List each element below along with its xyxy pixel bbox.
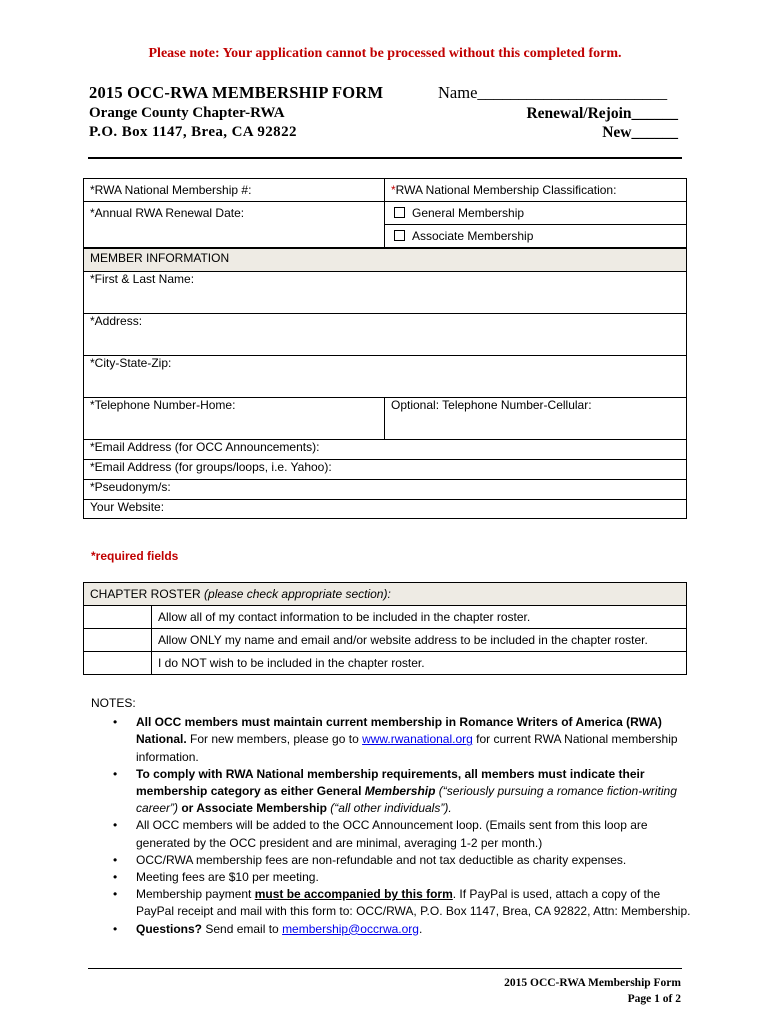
rwa-link[interactable]: www.rwanational.org (362, 732, 473, 747)
renewal-field[interactable]: Renewal/Rejoin______ (526, 105, 678, 122)
email-occ-input[interactable]: *Email Address (for OCC Announcements): (84, 440, 687, 460)
form-header (89, 83, 383, 141)
city-state-zip-input[interactable]: *City-State-Zip: (84, 356, 687, 398)
page-footer (504, 975, 681, 1007)
roster-check-limited[interactable] (84, 629, 152, 652)
general-checkbox[interactable] (394, 207, 405, 218)
roster-option-limited[interactable]: Allow ONLY my name and email and/or website address to be included in the chapter roster. (152, 629, 687, 652)
notes-section (91, 695, 691, 938)
roster-check-none[interactable] (84, 652, 152, 675)
footer-divider (88, 968, 682, 969)
note-item: • All OCC members must maintain current membership in Romance Writers of America (RWA) National. For new members, please go to www.rwanational.org for current RWA National membership information. (91, 714, 691, 766)
notes-list (91, 714, 691, 938)
renewal-date-field[interactable]: *Annual RWA Renewal Date: (84, 202, 385, 248)
chapter-name: Orange County Chapter-RWA (89, 105, 285, 121)
note-item: • Questions? Send email to membership@occrwa.org. (91, 921, 691, 938)
roster-option-none[interactable]: I do NOT wish to be included in the chapter roster. (152, 652, 687, 675)
note-item: • OCC/RWA membership fees are non-refundable and not tax deductible as charity expenses. (91, 852, 691, 869)
email-groups-input[interactable]: *Email Address (for groups/loops, i.e. Yahoo): (84, 460, 687, 480)
cell-phone-input[interactable]: Optional: Telephone Number-Cellular: (385, 398, 687, 440)
address-input[interactable]: *Address: (84, 314, 687, 356)
member-info-heading: MEMBER INFORMATION (84, 249, 687, 272)
member-information-table (83, 248, 687, 519)
website-input[interactable]: Your Website: (84, 500, 687, 519)
notes-heading: NOTES: (91, 696, 136, 710)
note-item: • To comply with RWA National membership requirements, all members must indicate their membership category as either General Membership (“seriously pursuing a romance fiction-writing career”) or Associate Membership (“all other individuals”). (91, 766, 691, 818)
national-number-field[interactable]: *RWA National Membership #: (84, 179, 385, 202)
membership-email-link[interactable]: membership@occrwa.org (282, 921, 419, 936)
note-item: • Membership payment must be accompanied by this form. If PayPal is used, attach a copy of the PayPal receipt and mail with this form to: OCC/RWA, P.O. Box 1147, Brea, CA 92822, Attn: Membership. (91, 886, 691, 920)
associate-membership-option[interactable]: Associate Membership (385, 225, 687, 248)
roster-option-all[interactable]: Allow all of my contact information to be included in the chapter roster. (152, 606, 687, 629)
header-divider (88, 157, 682, 159)
classification-label: *RWA National Membership Classification: (385, 179, 687, 202)
notice-banner: Please note: Your application cannot be processed without this completed form. (148, 46, 622, 61)
required-fields-note: *required fields (91, 549, 179, 563)
rwa-membership-table (83, 178, 687, 248)
roster-heading: CHAPTER ROSTER (please check appropriate section): (84, 583, 687, 606)
note-item: • All OCC members will be added to the OCC Announcement loop. (Emails sent from this loop are generated by the OCC president and are minimal, averaging 1-2 per month.) (91, 817, 691, 851)
associate-checkbox[interactable] (394, 230, 405, 241)
pseudonym-input[interactable]: *Pseudonym/s: (84, 480, 687, 500)
applicant-status-block (438, 83, 678, 143)
page-number: Page 1 of 2 (627, 993, 681, 1005)
note-item: • Meeting fees are $10 per meeting. (91, 869, 691, 886)
roster-check-all[interactable] (84, 606, 152, 629)
home-phone-input[interactable]: *Telephone Number-Home: (84, 398, 385, 440)
chapter-roster-table (83, 582, 687, 675)
new-field[interactable]: New______ (602, 124, 678, 141)
name-input[interactable]: *First & Last Name: (84, 272, 687, 314)
general-membership-option[interactable]: General Membership (385, 202, 687, 225)
chapter-address: P.O. Box 1147, Brea, CA 92822 (89, 124, 297, 140)
footer-title: 2015 OCC-RWA Membership Form (504, 977, 681, 989)
form-title: 2015 OCC-RWA MEMBERSHIP FORM (89, 83, 384, 102)
name-field[interactable]: Name_______________________ (438, 83, 668, 102)
